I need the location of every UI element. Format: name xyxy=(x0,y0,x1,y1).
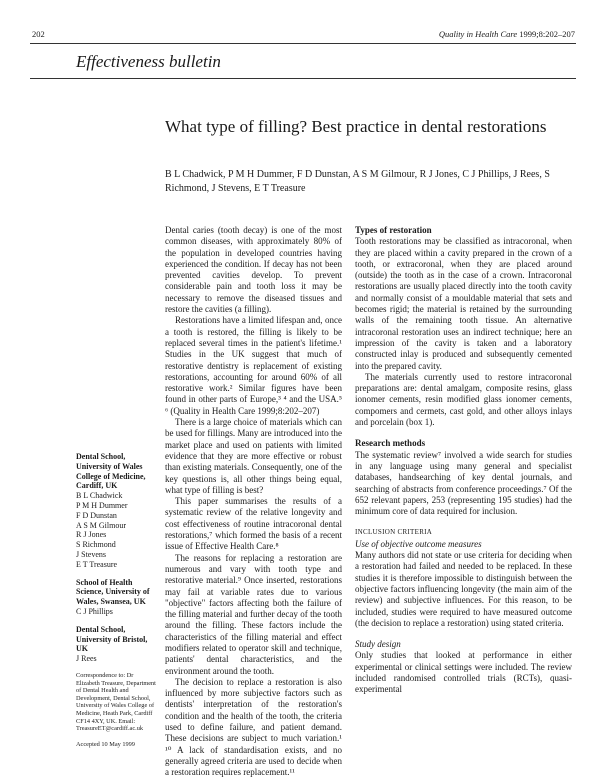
subsection-heading: INCLUSION CRITERIA xyxy=(355,528,433,537)
body-paragraph: This paper summarises the results of a systematic review of the relative longevity and cost effectiveness of routine intracoronal dental restorations,⁷ which formed the basis of a recent issue of Effective Health Care.⁸ xyxy=(165,496,342,552)
section-rule xyxy=(30,78,576,79)
body-column-1 xyxy=(165,225,342,779)
section-title: Effectiveness bulletin xyxy=(76,52,221,71)
page-number: 202 xyxy=(32,29,45,39)
subsection-subheading: Study design xyxy=(355,639,401,650)
correspondence-note: Correspondence to: Dr Elizabeth Treasure, Department of Dental Health and Development, Dental School, University of Wales College of Medicine, Heath Park, Cardiff CF14 4XY, UK. Email: TreasureET@cardiff.ac.uk xyxy=(76,671,156,733)
affiliation-names: C J Phillips xyxy=(76,606,113,616)
accepted-date: Accepted 10 May 1999 xyxy=(76,740,135,748)
subsection-subheading: Use of objective outcome measures xyxy=(355,538,482,549)
journal-volume: 1999;8:202–207 xyxy=(517,29,575,39)
body-paragraph: Dental caries (tooth decay) is one of the most common diseases, with approximately 80% of the population in developed countries having experienced the condition. If decay has not been prevented cavities develop. To prevent considerable pain and tooth loss it may be necessary to remove the diseased tissues and restore the cavities (a filling). xyxy=(165,225,342,315)
affiliation-names: B L Chadwick P M H Dummer F D Dunstan A S M Gilmour R J Jones S Richmond J Stevens E T Treasure xyxy=(76,491,128,569)
section-heading: Types of restoration xyxy=(355,225,432,235)
body-paragraph: There is a large choice of materials which can be used for fillings. Many are introduced into the market place and used on patients with limited evidence that they are more effective or robust than existing materials. Consequently, one of the key questions is, all other things being equal, what type of filling is best? xyxy=(165,417,342,495)
header-rule xyxy=(30,43,576,44)
affiliation-names: J Rees xyxy=(76,654,97,664)
body-paragraph: The reasons for replacing a restoration are numerous and vary with tooth type and restorative material.⁹ Once inserted, restorations may fail at variable rates due to various "objective" factors affecting both the failure of the filling material and further decay of the tooth around the filling. These factors include the characteristics of the filling material and effect modifiers related to operator skill and technique, patients' dental characteristics, and the environment around the tooth. xyxy=(165,552,342,676)
article-title: What type of filling? Best practice in dental restorations xyxy=(165,117,547,136)
body-paragraph: Restorations have a limited lifespan and, once a tooth is restored, the filling is likely to be replaced several times in the patient's lifetime.¹ Studies in the UK suggest that much of restorative dentistry is replacement of existing restorations, accounting for around 60% of all restorative work.² Similar figures have been found in other parts of Europe,³ ⁴ and the USA.⁵ ⁶ (Quality in Health Care 1999;8:202–207) xyxy=(165,315,342,416)
body-paragraph: Tooth restorations may be classified as intracoronal, when they are placed within a cavity prepared in the crown of a tooth, or extracoronal, when they are placed around (outside) the tooth as in the case of a crown. Intracoronal restorations are usually placed directly into the tooth cavity and normally consist of a mouldable material that sets and becomes rigid; the material is retained by the surrounding walls of the remaining tooth tissue. An alternative intracoronal restoration uses an indirect technique; here an impression of the cavity is taken and a laboratory constructed inlay is produced and subsequently cemented into the prepared cavity. xyxy=(355,236,572,371)
affiliation-heading: Dental School, University of Wales College of Medicine, Cardiff, UK xyxy=(76,452,146,491)
body-paragraph: The systematic review⁷ involved a wide search for studies in any language using many general and specialist databases, handsearching of key dental journals, and searching of abstracts from conference proceedings.⁷ Of the 652 relevant papers, 253 (representing 195 studies) had the minimum core of data required for inclusion. xyxy=(355,449,572,517)
body-column-2 xyxy=(355,225,572,696)
journal-reference xyxy=(439,29,575,39)
body-paragraph: Only studies that looked at performance in either experimental or clinical settings were included. The review included randomised controlled trials (RCTs), quasi-experimental xyxy=(355,650,572,695)
body-paragraph: The decision to replace a restoration is also influenced by more subjective factors such as dentists' interpretation of the restoration's condition and the health of the tooth, the criteria used to define failure, and patient demand. These decisions are subject to much variation.¹ ¹⁰ A lack of standardisation exists, and no generally agreed criteria are used to decide when a restoration requires replacement.¹¹ xyxy=(165,676,342,778)
author-list: B L Chadwick, P M H Dummer, F D Dunstan, A S M Gilmour, R J Jones, C J Phillips, J Rees, S Richmond, J Stevens, E T Treasure xyxy=(165,169,550,194)
affiliation-block xyxy=(76,452,156,748)
body-paragraph: Many authors did not state or use criteria for deciding when a restoration had failed and needed to be replaced. In these studies it is therefore impossible to distinguish between the objective factors influencing longevity (the main aim of the review) and subjective influences. For this reason, to be included, studies were required to have measured outcome (the decision to replace a restoration) using stated criteria. xyxy=(355,550,572,628)
journal-name: Quality in Health Care xyxy=(438,29,518,39)
affiliation-heading: Dental School, University of Bristol, UK xyxy=(76,624,148,654)
section-heading: Research methods xyxy=(355,438,426,449)
body-paragraph: The materials currently used to restore intracoronal preparations are: dental amalgam, composite resins, glass ionomer cements, resin modified glass ionomer cements, compomers and cermets, cast gold, and other alloys inlays and porcelain (box 1). xyxy=(355,371,572,428)
affiliation-heading: School of Health Science, University of Wales, Swansea, UK xyxy=(76,577,150,607)
